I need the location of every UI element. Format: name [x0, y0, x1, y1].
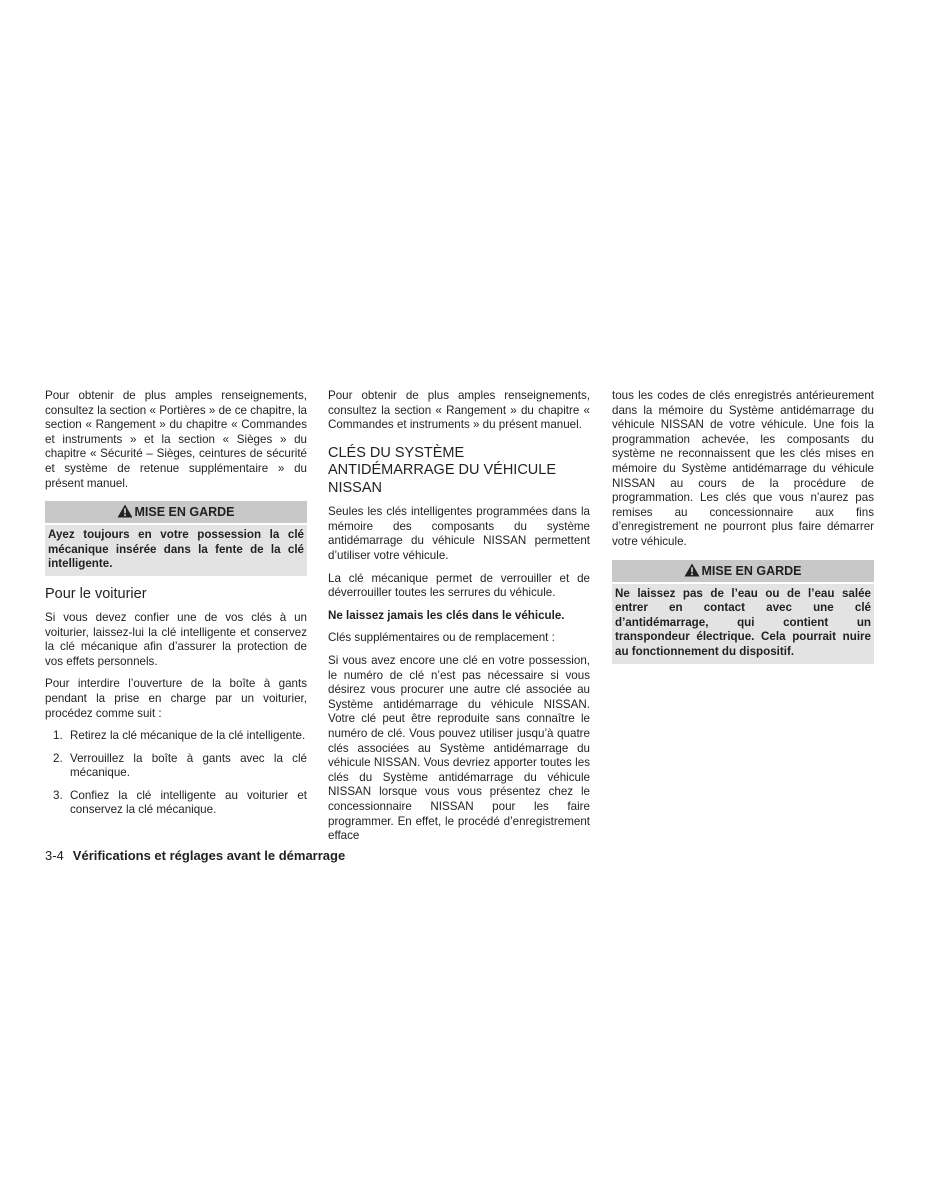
page-number: 3-4 — [45, 848, 64, 863]
warning-box — [612, 560, 874, 664]
list-item — [45, 729, 307, 744]
warning-box — [45, 501, 307, 576]
warning-header — [45, 501, 307, 523]
subheading-valet: Pour le voiturier — [45, 585, 147, 602]
steps-list — [45, 729, 307, 818]
step-number: 3. — [53, 788, 63, 802]
list-item — [45, 752, 307, 781]
warning-triangle-icon — [684, 563, 700, 577]
page-footer — [45, 848, 345, 863]
paragraph: La clé mécanique permet de verrouiller et de déverrouiller toutes les serrures du véhicule. — [328, 571, 590, 600]
bold-warning-line: Ne laissez jamais les clés dans le véhicule. — [328, 608, 565, 622]
section-title: Vérifications et réglages avant le démarrage — [72, 848, 346, 863]
step-text: Retirez la clé mécanique de la clé intelligente. — [70, 729, 306, 743]
warning-title: MISE EN GARDE — [134, 505, 235, 520]
paragraph: Si vous avez encore une clé en votre possession, le numéro de clé n’est pas nécessaire si vous désirez vous procurer une autre clé associée au Système antidémarrage du véhicule NISSAN. Votre clé peut être reproduite sans connaître le numéro de clé. Vous pouvez utiliser jusqu’à quatre clés associées au Système antidémarrage du véhicule NISSAN. Vous devriez apporter toutes les clés du Système antidémarrage du véhicule NISSAN lorsque vous vous présentez chez le concessionnaire NISSAN pour les faire programmer. En effet, le procédé d’enregistrement efface — [328, 654, 590, 843]
column-right — [612, 389, 874, 674]
warning-title: MISE EN GARDE — [701, 563, 802, 578]
paragraph: Clés supplémentaires ou de remplacement : — [328, 631, 555, 645]
column-left — [45, 389, 307, 826]
step-number: 1. — [53, 729, 63, 743]
step-number: 2. — [53, 751, 63, 765]
paragraph: tous les codes de clés enregistrés antérieurement dans la mémoire du Système antidémarrage du véhicule NISSAN de votre véhicule. Une fois la programmation achevée, les composants du système ne reconnaissent que les clés mises en mémoire du Système antidémarrage du véhicule NISSAN au cours de la procédure de programmation. Les clés que vous n’aurez pas remises au concessionnaire aux fins d’enregistrement ne pourront plus faire démarrer votre véhicule. — [612, 389, 874, 548]
paragraph: Si vous devez confier une de vos clés à un voiturier, laissez-lui la clé intelligente et conservez la clé mécanique afin d’assurer la protection de vos effets personnels. — [45, 610, 307, 668]
warning-text: Ne laissez pas de l’eau ou de l’eau salée entrer en contact avec une clé d’antidémarrage, qui contient un transpondeur électrique. Cela pourrait nuire au fonctionnement du dispositif. — [612, 584, 874, 664]
paragraph: Seules les clés intelligentes programmées dans la mémoire des composants du système antidémarrage du véhicule NISSAN permettent d’utiliser votre véhicule. — [328, 505, 590, 563]
list-item — [45, 789, 307, 818]
warning-text: Ayez toujours en votre possession la clé mécanique insérée dans la fente de la clé intelligente. — [45, 525, 307, 576]
warning-triangle-icon — [117, 504, 133, 518]
section-heading: CLÉS DU SYSTÈME ANTIDÉMARRAGE DU VÉHICULE NISSAN — [328, 444, 557, 496]
column-middle — [328, 389, 590, 852]
paragraph: Pour interdire l’ouverture de la boîte à gants pendant la prise en charge par un voiturier, procédez comme suit : — [45, 677, 307, 720]
intro-paragraph: Pour obtenir de plus amples renseignements, consultez la section « Portières » de ce chapitre, la section « Rangement » du chapitre « Commandes et instruments » et la section « Sièges » du chapitre « Sécurité – Sièges, ceintures de sécurité et système de retenue supplémentaire » du présent manuel. — [45, 389, 307, 490]
intro-paragraph: Pour obtenir de plus amples renseignements, consultez la section « Rangement » du chapitre « Commandes et instruments » du présent manuel. — [328, 389, 590, 432]
step-text: Confiez la clé intelligente au voiturier et conservez la clé mécanique. — [70, 788, 307, 817]
step-text: Verrouillez la boîte à gants avec la clé mécanique. — [70, 751, 307, 780]
warning-header — [612, 560, 874, 582]
